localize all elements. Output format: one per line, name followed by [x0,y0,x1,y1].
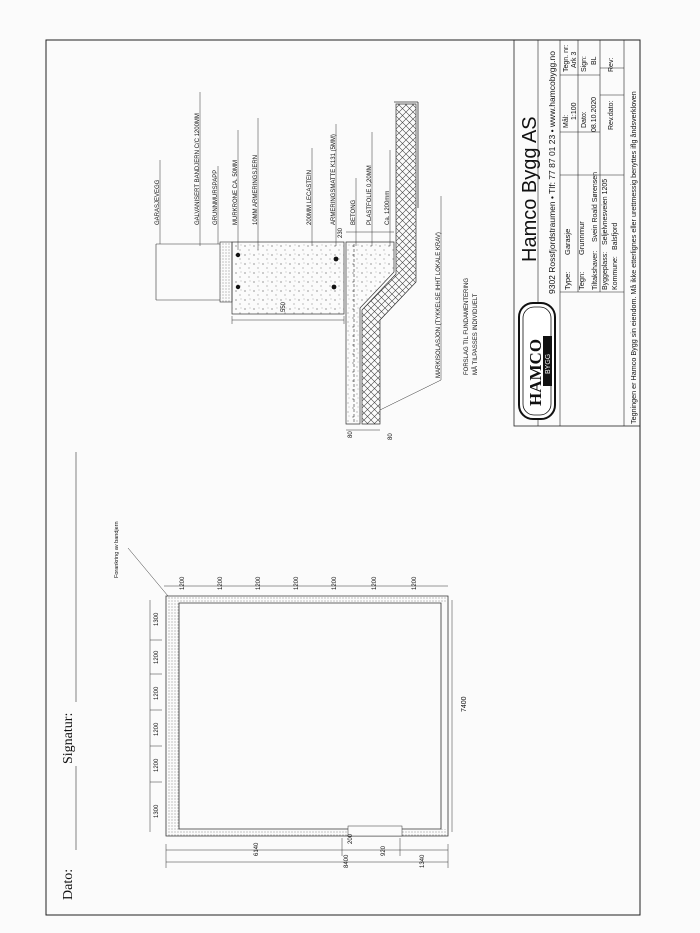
label-armeringsmatte: ARMERINGSMATTE K131 (5MM) [331,134,337,225]
tegn-nr-value: Ark 3 [571,51,578,68]
plan-bottom-dim-6: 1200 [372,576,378,590]
plan-bottom-dim-2: 1200 [218,576,224,590]
tegn-nr-label: Tegn. nr: [563,44,570,72]
rev-label: Rev: [608,57,615,72]
plan-top-dim-3: 1200 [154,686,160,700]
label-lecastein: 200MM LECASTEIN [307,169,313,225]
type-value: Garasje [563,228,572,255]
byggeplass-label: Byggeplass: [602,251,609,290]
dato-sign-label: Dato: [61,868,76,900]
tegn-label: Tegn: [577,271,586,290]
label-grunnmurspapp: GRUNNMURSPAPP [213,169,219,225]
label-bandjern: GALVANISERT BANDJERN C/C 1200MM [195,113,201,225]
kommune-label: Kommune: [612,256,619,290]
dim-80b: 80 [388,433,394,440]
foundation-plan [114,521,468,868]
plan-top-dim-6: 1300 [154,804,160,818]
logo-bottom: BYGG [545,353,552,374]
label-armeringsjern: 10MM ARMERINGSJERN [253,154,259,225]
label-forslag2: MÅ TILPASSES INDIVIDUELT [473,293,479,375]
plan-d1340: 1340 [420,854,426,868]
sign-value: BL [591,56,598,65]
label-plastfolie: PLASTFOLIE 0,20MM [367,165,373,225]
tiltakshaver-value: Svein Roald Sørensen [592,171,599,242]
label-forslag1: FORSLAG TIL FUNDAMENTERING [464,277,470,375]
dato-label: Dato: [581,111,588,128]
plan-bottom-dim-7: 1200 [412,576,418,590]
signatur-label: Signatur: [61,712,76,764]
type-label: Type: [563,271,572,290]
plan-note: Forankring av bandjern [114,521,120,578]
plan-bottom-dim-4: 1200 [294,576,300,590]
plan-width-inner: 6140 [254,842,260,856]
dim-230: 230 [338,227,344,238]
sign-label: Sign: [581,56,588,72]
label-markisolasjon: MARKISOLASJON (TYKKELSE IHHT LOKALE KRAV) [436,232,442,378]
company-name: Hamco Bygg AS [519,116,541,262]
plan-length: 7400 [461,696,468,712]
kommune-value: Balsfjord [612,222,619,250]
label-murkrone: MURKRONE CA. 50MM [233,159,239,225]
maal-value: 1:100 [571,102,578,120]
plan-top-dim-1: 1300 [154,612,160,626]
footer-note: Tegningen er Hamco Bygg sin eiendom. Må ikke etterlignes eller urettmessig benyttes iflg åndsverkloven [629,91,638,424]
maal-label: Mål: [563,114,570,128]
signature-area [61,452,76,900]
plan-bottom-dim-5: 1200 [332,576,338,590]
plan-top-dim-5: 1200 [154,758,160,772]
label-ca1200: Ca. 1200mm [385,190,391,225]
foundation-section [155,92,479,440]
tegn-value: Grunnmur [577,221,586,255]
plan-bottom-dim-1: 1200 [180,576,186,590]
label-betong: BETONG [351,199,357,225]
plan-d920: 920 [381,845,387,856]
label-garasjevegg: GARASJEVEGG [155,179,161,225]
revdato-label: Rev.dato: [608,100,615,130]
logo-top: HAMCO [526,338,545,406]
plan-width-outer: 8400 [344,854,350,868]
plan-top-dim-4: 1200 [154,722,160,736]
company-address: 9302 Rossfjordstraumen • Tlf: 77 87 01 23 • www.hamcobygg.no [547,51,557,294]
dim-80a: 80 [348,431,354,438]
hamco-logo [519,303,555,419]
plan-top-dim-2: 1200 [154,650,160,664]
byggeplass-value: Seljelvnesveien 1205 [602,178,609,245]
dato-value: 08.10.2020 [591,96,598,132]
dim-550: 550 [281,301,287,312]
tiltakshaver-label: Tiltakshaver: [592,250,599,290]
title-block [514,40,640,426]
plan-bottom-dim-3: 1200 [256,576,262,590]
plan-d200: 200 [348,833,354,844]
